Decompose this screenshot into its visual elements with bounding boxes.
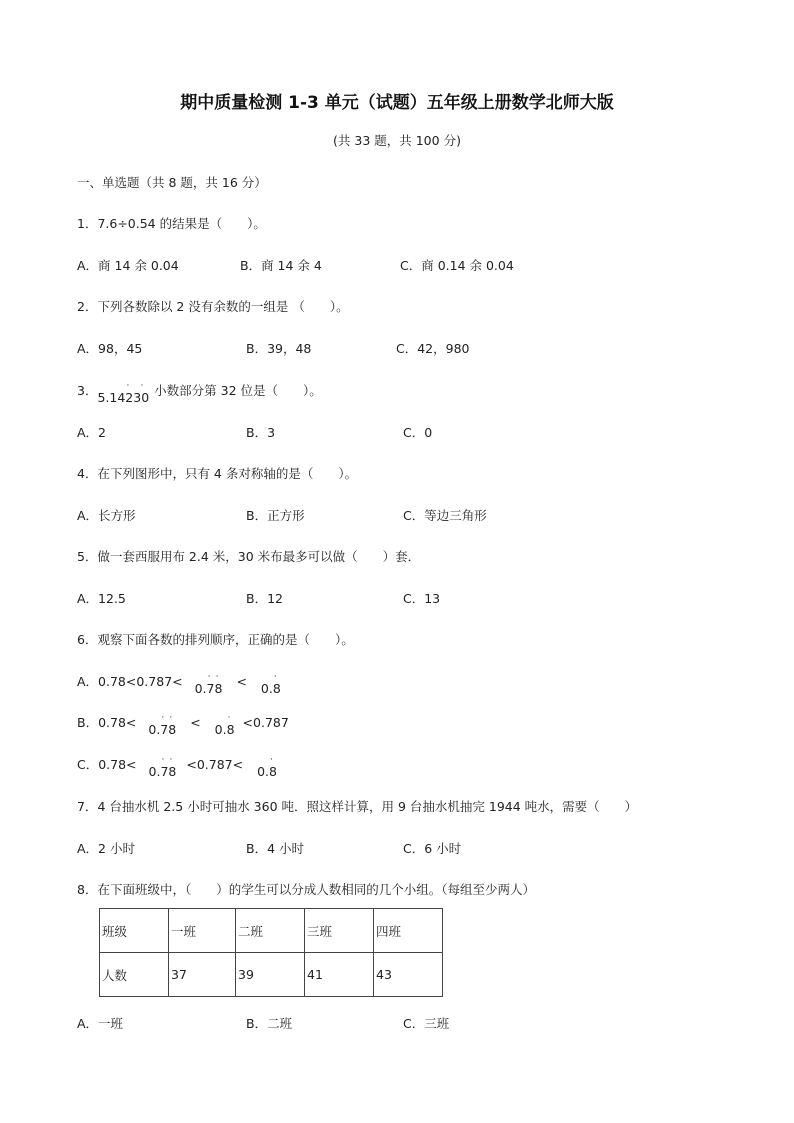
table-cell: 三班 (305, 909, 374, 953)
repeating-decimal-08: 0.8 · (214, 713, 235, 737)
table-cell: 37 (169, 953, 236, 997)
question-2-stem: 2．下列各数除以 2 没有余数的一组是 （ ）。 (77, 299, 349, 314)
question-8-stem: 8．在下面班级中，（ ）的学生可以分成人数相同的几个小组。（每组至少两人） (77, 882, 535, 897)
question-3-option-b: B．3 (246, 425, 276, 440)
repeating-decimal-078: 0.78 · · (194, 672, 223, 696)
question-3-suffix: 小数部分第 32 位是（ ）。 (154, 383, 322, 398)
question-3-stem (77, 381, 322, 405)
page-subtitle: (共 33 题，共 100 分) (333, 133, 461, 148)
question-1-stem: 1．7.6÷0.54 的结果是（ ）。 (77, 216, 266, 231)
question-5-stem: 5．做一套西服用布 2.4 米，30 米布最多可以做（ ）套． (77, 549, 421, 564)
question-6-stem: 6．观察下面各数的排列顺序，正确的是（ ）。 (77, 632, 354, 647)
question-2-option-c: C．42，980 (396, 341, 470, 356)
question-8-option-a: A．一班 (77, 1016, 124, 1031)
repeating-decimal-08: 0.8 · (257, 755, 277, 779)
table-cell: 41 (305, 953, 374, 997)
question-7-option-c: C．6 小时 (403, 841, 462, 856)
question-4-option-c: C．等边三角形 (403, 508, 487, 523)
question-3-option-a: A．2 (77, 425, 107, 440)
question-8-option-b: B．二班 (246, 1016, 293, 1031)
question-2-option-b: B．39，48 (246, 341, 312, 356)
question-7-stem: 7．4 台抽水机 2.5 小时可抽水 360 吨．照这样计算，用 9 台抽水机抽完 1944 吨水，需要（ ） (77, 799, 638, 814)
repeating-decimal-08: 0.8 · (260, 672, 281, 696)
question-5-option-a: A．12.5 (77, 591, 126, 606)
question-1-option-a: A．商 14 余 0.04 (77, 258, 179, 273)
class-size-table (99, 908, 443, 997)
question-3-prefix: 3． (77, 383, 98, 398)
table-cell: 一班 (169, 909, 236, 953)
question-5-option-b: B．12 (246, 591, 283, 606)
question-3-option-c: C．0 (403, 425, 433, 440)
question-6-option-a: A．0.78<0.787< 0.78 · · < 0.8 · (77, 672, 281, 696)
question-2-option-a: A．98，45 (77, 341, 143, 356)
question-1-option-c: C．商 0.14 余 0.04 (400, 258, 514, 273)
question-5-option-c: C．13 (403, 591, 441, 606)
page-title: 期中质量检测 1-3 单元（试题）五年级上册数学北师大版 (180, 93, 614, 113)
table-cell: 四班 (374, 909, 443, 953)
question-6-option-b: B．0.78< 0.78 · · < 0.8 · <0.787 (77, 713, 289, 737)
repeating-decimal-078: 0.78 · · (148, 713, 177, 737)
table-cell: 39 (236, 953, 305, 997)
table-row (100, 953, 443, 997)
question-7-option-b: B．4 小时 (246, 841, 305, 856)
question-1-option-b: B．商 14 余 4 (240, 258, 322, 273)
repeating-decimal-078: 0.78 · · (148, 755, 177, 779)
table-cell: 人数 (100, 953, 169, 997)
question-4-stem: 4．在下列图形中，只有 4 条对称轴的是（ ）。 (77, 466, 358, 481)
question-4-option-b: B．正方形 (246, 508, 305, 523)
question-7-option-a: A．2 小时 (77, 841, 135, 856)
question-3-repeating-number: 5.14230 · · (97, 381, 150, 405)
section-heading: 一、单选题（共 8 题，共 16 分） (77, 175, 267, 190)
question-4-option-a: A．长方形 (77, 508, 136, 523)
table-cell: 二班 (236, 909, 305, 953)
table-row (100, 909, 443, 953)
table-cell: 班级 (100, 909, 169, 953)
table-cell: 43 (374, 953, 443, 997)
question-6-option-c: C．0.78< 0.78 · · <0.787< 0.8 · (77, 755, 277, 779)
question-8-option-c: C．三班 (403, 1016, 450, 1031)
